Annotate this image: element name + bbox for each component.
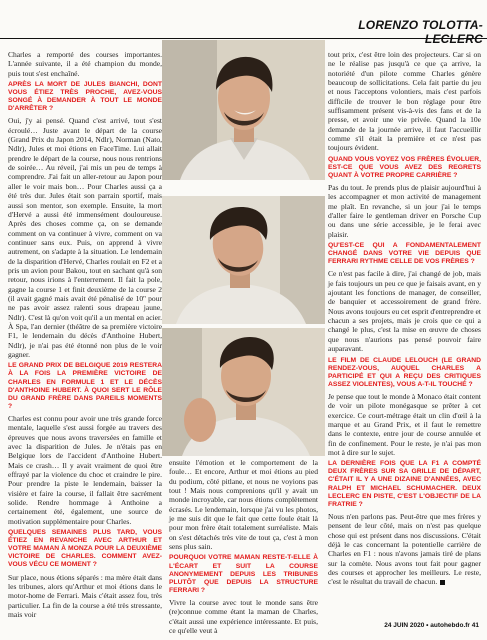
right-column-paragraph: tout prix, c'est être loin des projecteurs. Car si on ne le réalise pas jusqu'à ce que ça arrive, la notoriété d'un pilote comme Charles génère beaucoup de sollicitations. Cela fait partie du jeu et nous l'acceptons volontiers, mais c'est parfois difficile de trouver le bon réglage pour être suffisamment présent vis-à-vis des fans et de la presse, et avoir une vie privée. Quand la 10e demande de la journée arrive, il faut l'accueillir comme s'il était la première et ce n'est pas toujours évident.	[328, 50, 481, 153]
right-column-question: QU'EST-CE QUI A FONDAMENTALEMENT CHANGÉ DANS VOTRE VIE DEPUIS QUE FERRARI RYTHME CELLE DE VOS FRÈRES ?	[328, 242, 481, 266]
left-column-question: LE GRAND PRIX DE BELGIQUE 2019 RESTERA À LA FOIS LA PREMIÈRE VICTOIRE DE CHARLES EN FORMULE 1 ET LE DÉCÈS D'ANTHOINE HUBERT. À QUOI SERT LE RÔLE DU GRAND FRÈRE DANS PAREILS MOMENTS ?	[8, 362, 162, 410]
left-column-paragraph: Charles est connu pour avoir une très grande force mentale, laquelle s'est aussi forgée au travers des épreuves que nous avons traversées en famille et avec la disparition de Jules. Je n'étais pas en Belgique lors de l'accident d'Anthoine Hubert. Mais ce crash… Il y avait vraiment de quoi être effrayé par la violence du choc et craindre le pire. Pour prendre la piste le lendemain, baisser la visière et faire la course, il fallait être sacrément solide. Rendre hommage à Anthoine a certainement été, également, une source de motivation supplémentaire pour Charles.	[8, 413, 162, 526]
portrait-photo-head-tilted	[162, 196, 325, 324]
right-column-question: LA DERNIÈRE FOIS QUE LA F1 A COMPTÉ DEUX FRÈRES SUR SA GRILLE DE DÉPART, C'ÉTAIT IL Y A UNE DIZAINE D'ANNÉES, AVEC RALPH ET MICHAEL SCHUMACHER. DEUX LECLERC EN PISTE, C'EST L'OBJECTIF DE LA FRATRIE ?	[328, 460, 481, 508]
page-footer: 24 JUIN 2020 • autohebdo.fr 41	[384, 622, 479, 629]
right-column	[328, 50, 481, 590]
left-column-paragraph: Sur place, nous étions séparés : ma mère était dans les tribunes, alors qu'Arthur et moi étions dans le motor-home de Ferrari. Mais c'était assez fou, très particulier. La fin de la course a été très stressante, mais voir	[8, 572, 162, 619]
middle-column-paragraph: Vivre la course avec tout le monde sans être (re)connue comme étant la maman de Charles, c'était aussi une expérience intéressante. Et puis, ce qu'elle veut à	[169, 597, 318, 635]
right-column-question: LE FILM DE CLAUDE LELOUCH (LE GRAND RENDEZ-VOUS, AUQUEL CHARLES A PARTICIPÉ ET QUI A REÇU DES CRITIQUES ASSEZ VIOLENTES), VOUS A-T-IL TOUCHÉ ?	[328, 356, 481, 388]
left-column	[8, 50, 162, 622]
portrait-photo-smiling	[162, 40, 325, 180]
left-column-question: QUELQUES SEMAINES PLUS TARD, VOUS ÉTIEZ EN REVANCHE AVEC ARTHUR ET VOTRE MAMAN À MONZA POUR LA DEUXIÈME VICTOIRE DE CHARLES. COMMENT AVEZ-VOUS VÉCU CE MOMENT ?	[8, 529, 162, 569]
end-of-article-mark	[440, 580, 445, 585]
right-column-paragraph: Pas du tout. Je prends plus de plaisir aujourd'hui à les accompagner et mon activité de management me plaît. En revanche, si un jour j'ai le temps d'aller faire le gentleman driver en Porsche Cup ou dans une série accessible, je le ferai avec plaisir.	[328, 183, 481, 239]
left-column-paragraph: Charles a remporté des courses importantes. L'année suivante, il a été champion du monde, puis tout s'est enchaîné.	[8, 50, 162, 78]
interviewee-name: LORENZO TOLOTTA-LECLERC	[358, 18, 483, 46]
right-column-paragraph: Ce n'est pas facile à dire, j'ai changé de job, mais je fais toujours un peu ce que je faisais avant, en y ajoutant les fonctions de manager, de conseiller, de banquier et accessoirement de grand frère. Nous avons toujours eu cet esprit d'entreprendre et chacun a ses projets, mais je crois que ce qui a changé le plus, c'est la mise en œuvre de choses que nous n'aurions pas pensé pouvoir faire auparavant.	[328, 269, 481, 354]
header-rule	[0, 38, 487, 39]
left-column-paragraph: Oui, j'y ai pensé. Quand c'est arrivé, tout s'est écroulé… Juste avant le départ de la course (Grand Prix du Japon 2014, Ndlr), Norman (Nato, Ndlr), Jules et moi étions en FaceTime. Lui allait prendre le départ de la course, nous nous rentrions de soirée… Au réveil, j'ai mis un peu de temps à comprendre. J'ai fait un aller-retour au Japon pour aller le voir mais bon… Pour Charles aussi ça a été très dur. Jules était son parrain sportif, mais aussi son mentor, son exemple. Ensuite, la mort d'Hervé a aussi été immensément douloureuse. Après des choses comme ça, on se demande comment on va continuer à vivre, comment on va continuer sans eux. Puis, on apprend à vivre autrement, on s'adapte à la situation. Le lendemain de la disparition d'Hervé, Charles roulait en F2 et a pris un avion pour Bakou, tout en sachant qu'à son retour, nous irions à l'enterrement. Il fait la pole, gagne la course 1 et finit deuxième de la course 2 (il avait gagné mais avait été pénalisé de 10'' pour ne pas avoir assez ralenti sous drapeau jaune, Ndlr). C'est là qu'on voit qu'il a un mental en acier. À Spa, l'an dernier (théâtre de sa première victoire F1, le lendemain du décès d'Anthoine Hubert, Ndlr), je n'ai pas été étonné non plus de le voir gagner.	[8, 116, 162, 359]
right-column-question: QUAND VOUS VOYEZ VOS FRÈRES ÉVOLUER, EST-CE QUE VOUS AVEZ DES REGRETS QUANT À VOTRE PROPRE CARRIÈRE ?	[328, 155, 481, 179]
right-column-paragraph: Je pense que tout le monde à Monaco était content de voir un pilote monégasque se prêter à cet exercice. Ce court-métrage était un clin d'œil à la marque et au Grand Prix, et il faut le remettre dans le contexte, entre jour de course annulée et fin de confinement. Pour le reste, je n'ai pas mon mot à dire sur le sujet.	[328, 391, 481, 457]
middle-column	[169, 458, 318, 638]
portrait-photo-hand-gesture	[162, 328, 325, 456]
middle-column-paragraph: ensuite l'émotion et le comportement de la foule… Et encore, Arthur et moi étions au pied du podium, côté pitlane, et nous ne voyions pas tout ! Mais nous comprenions qu'il y avait un monde incroyable, car nous étions complètement écrasés. Le lendemain, lorsque j'ai vu les photos, je me suis dit que le fait que cette foule était là pour mon frère était totalement surréaliste. Mais on s'est détachés très vite de tout ça, c'est à mon sens plus sain.	[169, 458, 318, 552]
right-column-paragraph: Nous n'en parlons pas. Peut-être que mes frères y pensent de leur côté, mais on n'est pas quelque chose qui est présent dans nos discussions. C'était déjà le cas concernant la potentielle carrière de Charles en F1 : nous n'avons jamais tiré de plans sur la comète. Nous avons tout fait pour gagner des courses et approcher les meilleurs. Le reste, c'est le résultat du travail de chacun.	[328, 511, 481, 587]
middle-column-question: POURQUOI VOTRE MAMAN RESTE-T-ELLE À L'ÉCART ET SUIT LA COURSE ANONYMEMENT DEPUIS LES TRIBUNES PLUTÔT QUE DEPUIS LA STRUCTURE FERRARI ?	[169, 554, 318, 594]
left-column-question: APRÈS LA MORT DE JULES BIANCHI, DONT VOUS ÉTIEZ TRÈS PROCHE, AVEZ-VOUS SONGÉ À DEMANDER À TOUT LE MONDE D'ARRÊTER ?	[8, 81, 162, 113]
